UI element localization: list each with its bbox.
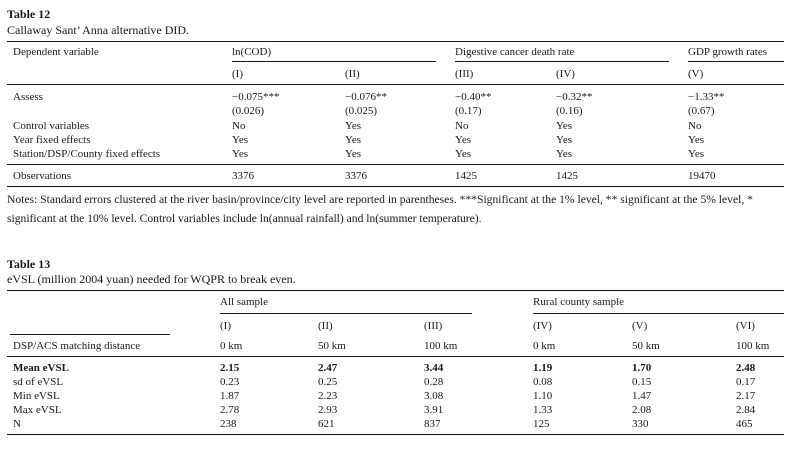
table13-distance-cell: 50 km bbox=[632, 340, 660, 352]
table12-cell: −0.075*** bbox=[232, 91, 280, 103]
table13-cell: 837 bbox=[424, 418, 441, 430]
table13-cell: 2.23 bbox=[318, 390, 338, 402]
table13-subtitle: eVSL (million 2004 yuan) needed for WQPR to break even. bbox=[7, 272, 296, 286]
table12-cell: Yes bbox=[455, 134, 472, 146]
table13-group-rule-2 bbox=[533, 313, 784, 314]
table13-cell: 1.70 bbox=[632, 362, 652, 374]
table12-cell: Yes bbox=[688, 148, 705, 160]
table13-cell: 2.08 bbox=[632, 404, 652, 416]
table13-col-header: (II) bbox=[318, 320, 333, 332]
table12-row-label-control: Control variables bbox=[13, 120, 90, 132]
table13-cell: 2.15 bbox=[220, 362, 240, 374]
table12-cell: No bbox=[232, 120, 246, 132]
table12-cell: Yes bbox=[345, 120, 362, 132]
table13-col-header: (VI) bbox=[736, 320, 755, 332]
table12-cell: Yes bbox=[232, 134, 249, 146]
table12-cell: 3376 bbox=[345, 170, 367, 182]
table13-cell: 2.48 bbox=[736, 362, 756, 374]
table13-row-label-max: Max eVSL bbox=[13, 404, 62, 416]
table12-cell: −1.33** bbox=[688, 91, 725, 103]
table13-row-label-min: Min eVSL bbox=[13, 390, 60, 402]
table12-row-label-year-fe: Year fixed effects bbox=[13, 134, 91, 146]
table12-cell: (0.67) bbox=[688, 105, 715, 117]
table13-cell: 1.47 bbox=[632, 390, 652, 402]
table12-cell: Yes bbox=[455, 148, 472, 160]
table13-bottom-rule bbox=[7, 434, 784, 435]
table13-cell: 125 bbox=[533, 418, 550, 430]
table13-cell: 0.28 bbox=[424, 376, 444, 388]
table12-subtitle: Callaway Sant’ Anna alternative DID. bbox=[7, 23, 190, 37]
table13-row-label-mean: Mean eVSL bbox=[13, 362, 69, 374]
table12-cell: 3376 bbox=[232, 170, 254, 182]
table12-row-label-obs: Observations bbox=[13, 170, 72, 182]
table13-col-header: (I) bbox=[220, 320, 231, 332]
table13-cell: 1.33 bbox=[533, 404, 553, 416]
table12-cell: No bbox=[455, 120, 469, 132]
table13-cell: 3.91 bbox=[424, 404, 444, 416]
table12-cell: (0.026) bbox=[232, 105, 265, 117]
table12-header-rule bbox=[7, 84, 784, 85]
table12-col-header: (V) bbox=[688, 68, 704, 80]
table12-group-digestive: Digestive cancer death rate bbox=[455, 46, 575, 58]
table12-notes: Notes: Standard errors clustered at the river basin/province/city level are reported in parentheses. ***Significant at the 1% level, ** significant at the 5% level, * significant at the 10% level. Control variables include ln(annual rainfall) and ln(summer temperature). bbox=[7, 193, 753, 225]
table13-cell: 1.87 bbox=[220, 390, 240, 402]
table13-row-label-n: N bbox=[13, 418, 21, 430]
table12-col-header: (II) bbox=[345, 68, 360, 80]
table12-group-rule-3 bbox=[688, 61, 784, 62]
table13-group-all: All sample bbox=[220, 296, 268, 308]
table13-cell: 0.08 bbox=[533, 376, 553, 388]
table12-dep-var-header: Dependent variable bbox=[13, 46, 99, 58]
table13-stub-rule bbox=[10, 334, 170, 335]
table13-distance-cell: 50 km bbox=[318, 340, 346, 352]
table12-group-rule-1 bbox=[232, 61, 436, 62]
table13-distance-cell: 0 km bbox=[533, 340, 556, 352]
table13-cell: 0.17 bbox=[736, 376, 756, 388]
table13-col-header: (V) bbox=[632, 320, 648, 332]
table13-distance-label: DSP/ACS matching distance bbox=[13, 340, 141, 352]
table12-cell: Yes bbox=[345, 148, 362, 160]
table13-cell: 3.08 bbox=[424, 390, 444, 402]
table13-cell: 0.15 bbox=[632, 376, 652, 388]
table12-cell: (0.025) bbox=[345, 105, 378, 117]
table13-group-rule-1 bbox=[220, 313, 472, 314]
table12-group-rule-2 bbox=[455, 61, 669, 62]
table12-group-lncod: ln(COD) bbox=[232, 46, 272, 58]
table12-cell: Yes bbox=[345, 134, 362, 146]
table12-cell: 1425 bbox=[455, 170, 477, 182]
table13-cell: 330 bbox=[632, 418, 649, 430]
table12-cell: 19470 bbox=[688, 170, 716, 182]
table13-cell: 2.84 bbox=[736, 404, 756, 416]
table12-col-header: (I) bbox=[232, 68, 243, 80]
table12-col-header: (III) bbox=[455, 68, 474, 80]
table12-cell: (0.17) bbox=[455, 105, 482, 117]
table13-distance-cell: 0 km bbox=[220, 340, 243, 352]
table12-cell: (0.16) bbox=[556, 105, 583, 117]
table13-cell: 2.93 bbox=[318, 404, 338, 416]
table13-cell: 621 bbox=[318, 418, 335, 430]
table12-cell: Yes bbox=[688, 134, 705, 146]
table13-cell: 1.10 bbox=[533, 390, 553, 402]
table13-cell: 1.19 bbox=[533, 362, 553, 374]
table13-col-header: (III) bbox=[424, 320, 443, 332]
table13-distance-cell: 100 km bbox=[736, 340, 770, 352]
table12-col-header: (IV) bbox=[556, 68, 575, 80]
table12-top-rule bbox=[7, 41, 784, 42]
table12-cell: Yes bbox=[556, 120, 573, 132]
table12-bottom-rule bbox=[7, 186, 784, 187]
table13-cell: 0.23 bbox=[220, 376, 240, 388]
table13-cell: 238 bbox=[220, 418, 237, 430]
table12-cell: 1425 bbox=[556, 170, 578, 182]
table12-cell: Yes bbox=[556, 148, 573, 160]
table13-row-label-sd: sd of eVSL bbox=[13, 376, 64, 388]
table13-cell: 2.17 bbox=[736, 390, 756, 402]
table13-cell: 465 bbox=[736, 418, 753, 430]
table13-top-rule bbox=[7, 290, 784, 291]
table13-distance-cell: 100 km bbox=[424, 340, 458, 352]
table12-obs-rule bbox=[7, 164, 784, 165]
table13-col-header: (IV) bbox=[533, 320, 552, 332]
table12-cell: Yes bbox=[232, 148, 249, 160]
table12-cell: No bbox=[688, 120, 702, 132]
table12-group-gdp: GDP growth rates bbox=[688, 46, 768, 58]
table13-cell: 0.25 bbox=[318, 376, 338, 388]
table12-row-label-station-fe: Station/DSP/County fixed effects bbox=[13, 148, 161, 160]
table12-cell: −0.40** bbox=[455, 91, 492, 103]
table12-cell: −0.32** bbox=[556, 91, 593, 103]
table13-cell: 3.44 bbox=[424, 362, 444, 374]
table13-header-rule bbox=[7, 356, 784, 357]
table13-cell: 2.47 bbox=[318, 362, 338, 374]
table13-cell: 2.78 bbox=[220, 404, 240, 416]
table12-title: Table 12 bbox=[7, 7, 51, 21]
table13-title: Table 13 bbox=[7, 257, 51, 271]
table12-row-label-assess: Assess bbox=[13, 91, 43, 103]
table12-cell: −0.076** bbox=[345, 91, 387, 103]
table12-cell: Yes bbox=[556, 134, 573, 146]
table13-group-rural: Rural county sample bbox=[533, 296, 625, 308]
